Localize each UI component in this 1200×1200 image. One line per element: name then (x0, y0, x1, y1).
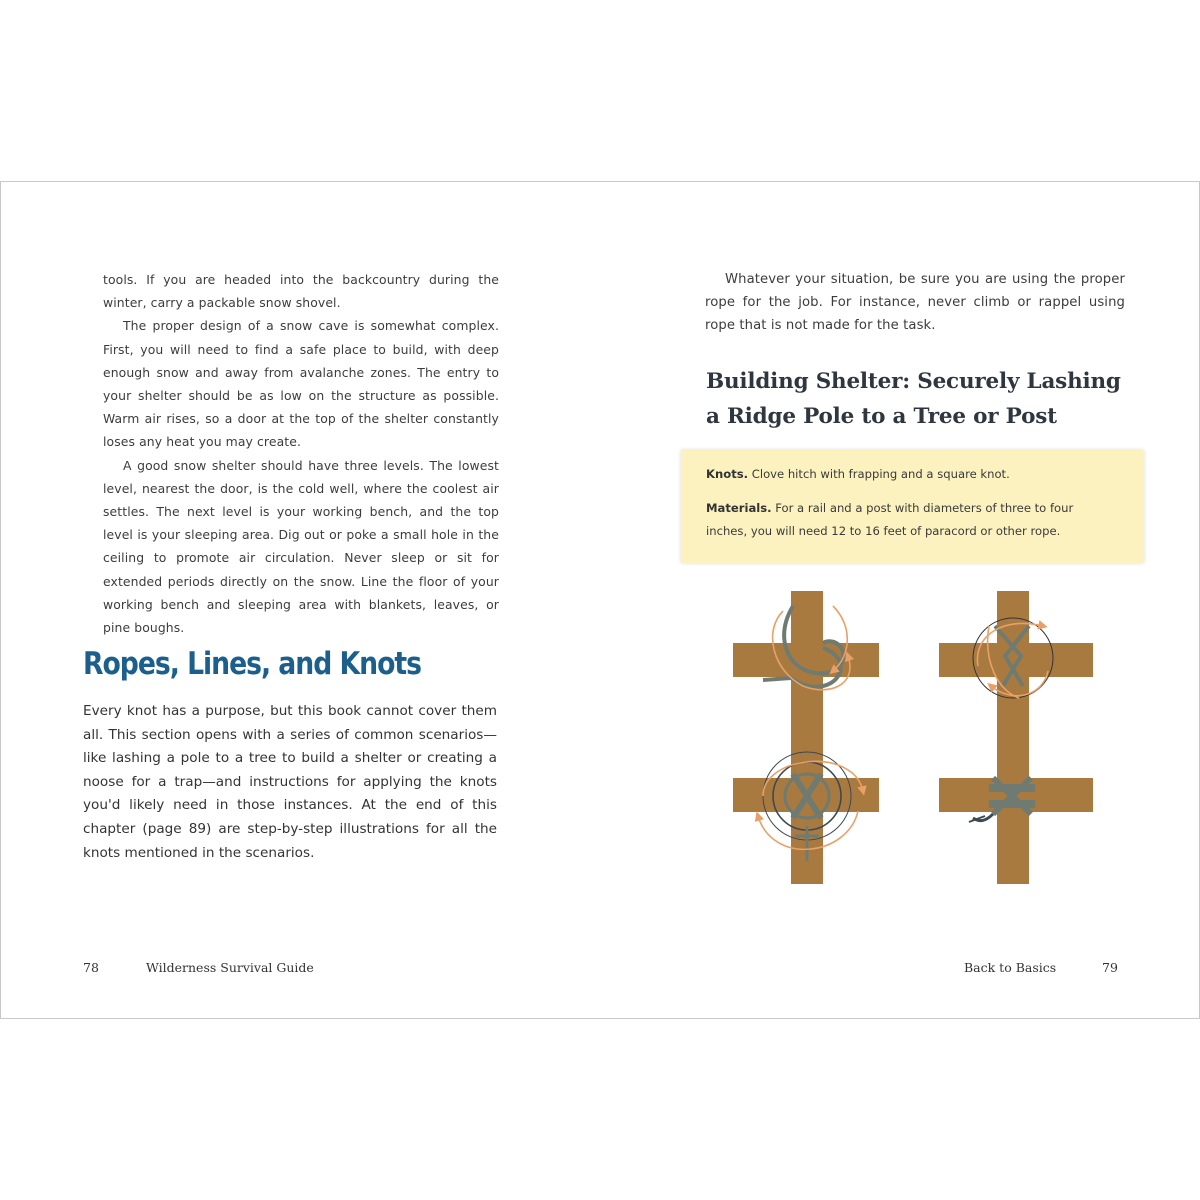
scenario-title-line: a Ridge Pole to a Tree or Post (706, 404, 1057, 429)
body-paragraph: A good snow shelter should have three levels. The lowest level, nearest the door, is the cold well, where the coolest air settles. The next level is your working bench, and the top level is your sleeping area. Dig out or poke a small hole in the ceiling to promote air circulation. Never sleep or sit for extended periods directly on the snow. Line the floor of your working bench and sleeping area with blankets, leaves, or pine boughs. (103, 457, 499, 636)
page-number-left: 78 (83, 960, 99, 975)
body-paragraph: The proper design of a snow cave is somewhat complex. First, you will need to find a safe place to build, with deep enough snow and away from avalanche zones. The entry to your shelter should be as low on the structure as possible. Warm air rises, so a door at the top of the shelter constantly loses any heat you may create. (103, 318, 499, 450)
lashing-step-2 (939, 591, 1093, 751)
body-paragraph: Whatever your situation, be sure you are using the proper rope for the job. For instance, never climb or rappel using rope that is not made for the task. (705, 272, 1125, 334)
knots-note (706, 463, 1124, 486)
scenario-title-line: Building Shelter: Securely Lashing (706, 369, 1121, 394)
section-title: Ropes, Lines, and Knots (83, 646, 421, 682)
left-page-body (103, 268, 499, 639)
lashing-illustration (723, 586, 1103, 886)
running-title-left: Wilderness Survival Guide (146, 960, 314, 975)
scenario-title (706, 364, 1136, 434)
materials-note-continued: inches, you will need 12 to 16 feet of paracord or other rope. (706, 524, 1061, 538)
materials-text: For a rail and a post with diameters of three to four (775, 501, 1074, 515)
running-title-right: Back to Basics (964, 960, 1057, 975)
lashing-step-3 (733, 746, 879, 884)
knots-text: Clove hitch with frapping and a square knot. (751, 467, 1010, 481)
lashing-step-1 (733, 591, 879, 751)
page-number-right: 79 (1102, 960, 1118, 975)
right-page-body (705, 268, 1125, 338)
materials-note (706, 497, 1124, 520)
section-intro-paragraph: Every knot has a purpose, but this book cannot cover them all. This section opens with a series of common scenarios—like lashing a pole to a tree to build a shelter or creating a noose for a trap—and instructions for applying the knots you'd likely need in those instances. At the end of this chapter (page 89) are step-by-step illustrations for all the knots mentioned in the scenarios. (83, 703, 497, 861)
lashing-step-4 (939, 746, 1093, 884)
materials-note-box (681, 450, 1144, 563)
body-paragraph: tools. If you are headed into the backcountry during the winter, carry a packable snow shovel. (103, 272, 499, 311)
book-spread (0, 181, 1200, 1019)
knots-label: Knots. (706, 467, 749, 481)
materials-label: Materials. (706, 501, 772, 515)
